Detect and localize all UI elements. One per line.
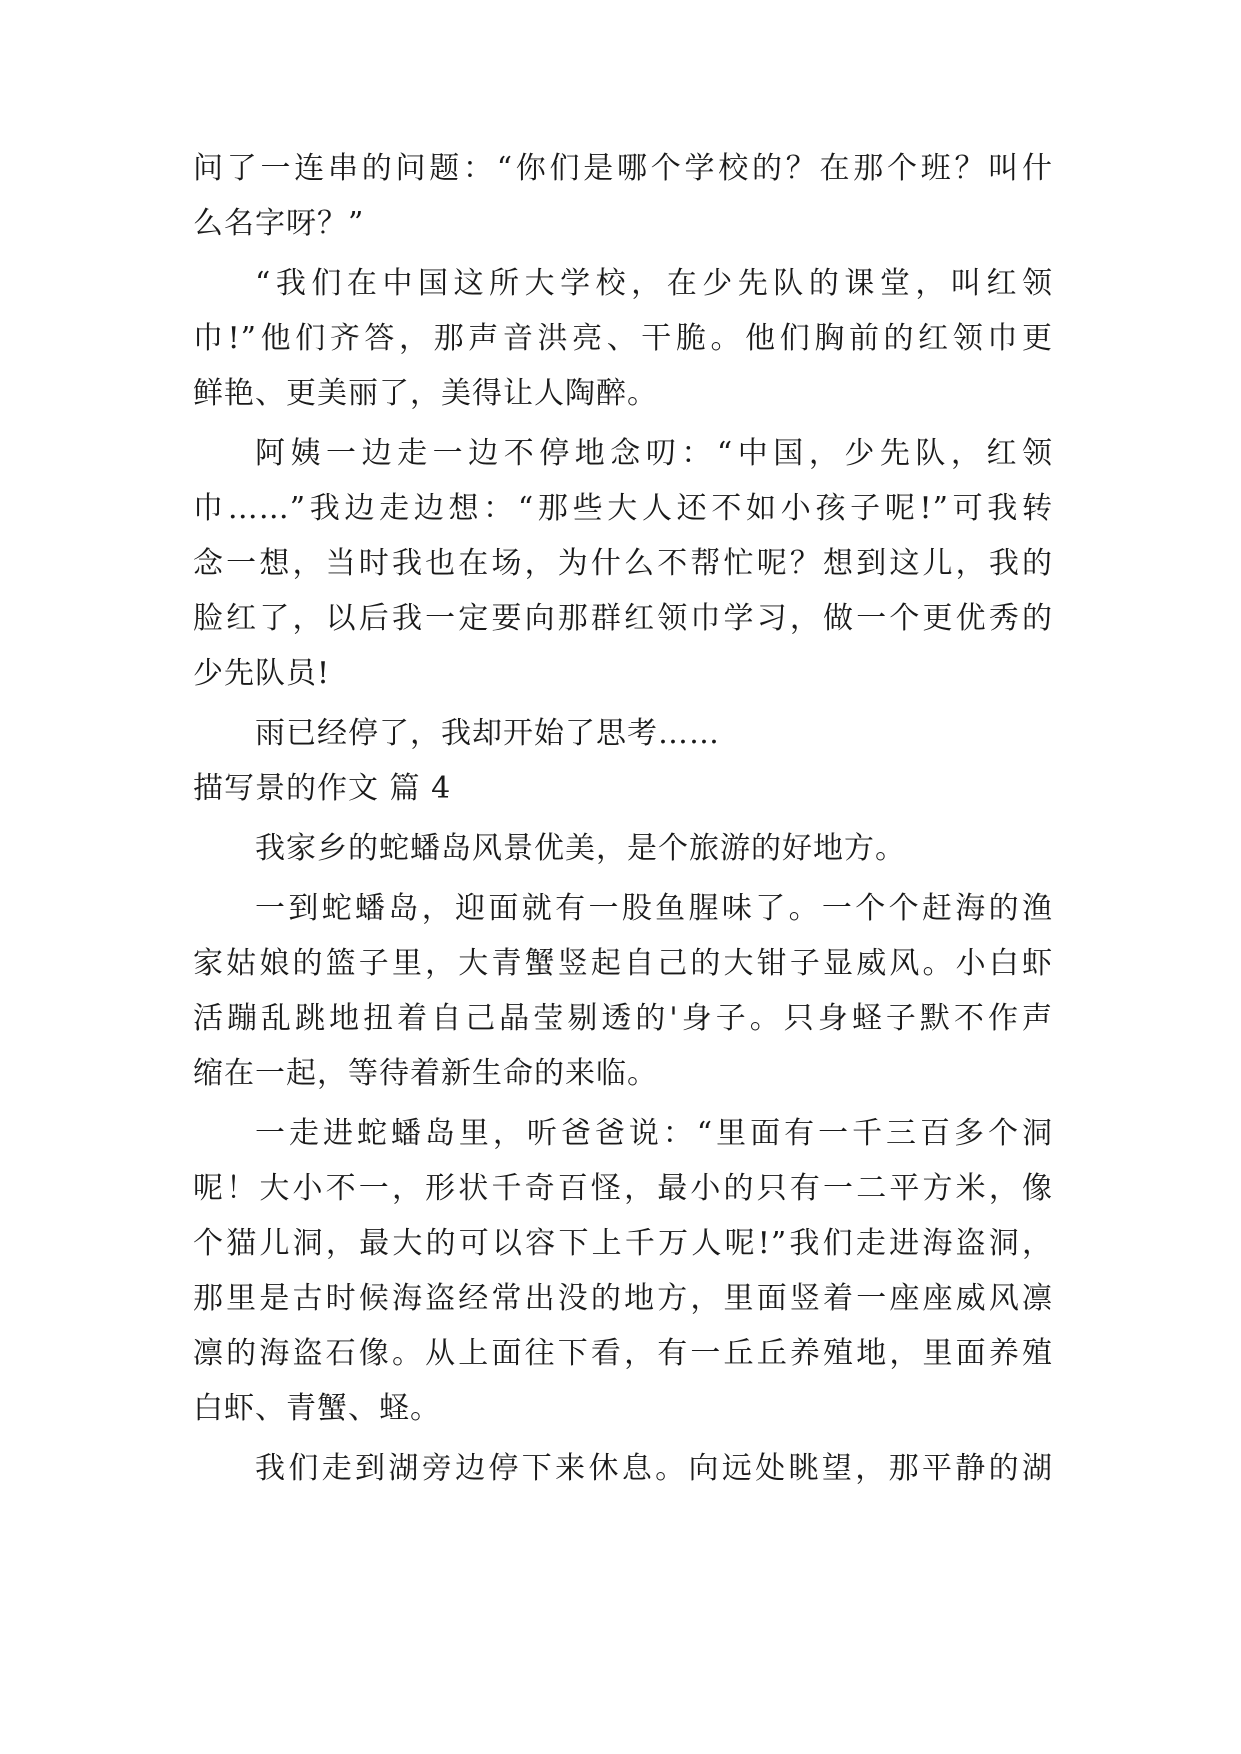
text-line: 问了一连串的问题：“你们是哪个学校的？在那个班？叫什	[193, 151, 1053, 186]
text-line: 凛的海盗石像。从上面往下看，有一丘丘养殖地，里面养殖	[193, 1336, 1053, 1371]
section-heading: 描写景的作文 篇 4	[193, 771, 452, 806]
text-line: 那里是古时候海盗经常出没的地方，里面竖着一座座威风凛	[193, 1281, 1053, 1316]
text-line: 鲜艳、更美丽了，美得让人陶醉。	[193, 376, 658, 411]
text-line: 念一想，当时我也在场，为什么不帮忙呢？想到这儿，我的	[193, 546, 1053, 581]
text-line: “我们在中国这所大学校，在少先队的课堂，叫红领	[255, 266, 1053, 301]
text-line: 一走进蛇蟠岛里，听爸爸说：“里面有一千三百多个洞	[255, 1116, 1053, 1151]
text-line: 少先队员!	[193, 656, 331, 691]
text-line: 巾!”他们齐答，那声音洪亮、干脆。他们胸前的红领巾更	[193, 321, 1053, 356]
text-line: 个猫儿洞，最大的可以容下上千万人呢!”我们走进海盗洞，	[193, 1226, 1053, 1261]
text-line: 白虾、青蟹、蛏。	[193, 1391, 441, 1426]
text-line: 缩在一起，等待着新生命的来临。	[193, 1056, 658, 1091]
text-line: 阿姨一边走一边不停地念叨：“中国，少先队，红领	[255, 436, 1053, 471]
text-line: 巾……”我边走边想：“那些大人还不如小孩子呢!”可我转	[193, 491, 1053, 526]
text-line: 脸红了，以后我一定要向那群红领巾学习，做一个更优秀的	[193, 601, 1053, 636]
text-line: 我家乡的蛇蟠岛风景优美，是个旅游的好地方。	[255, 831, 906, 866]
text-line: 么名字呀？”	[193, 206, 365, 241]
text-line: 雨已经停了，我却开始了思考……	[255, 716, 720, 751]
text-line: 家姑娘的篮子里，大青蟹竖起自己的大钳子显威风。小白虾	[193, 946, 1053, 981]
text-line: 一到蛇蟠岛，迎面就有一股鱼腥味了。一个个赶海的渔	[255, 891, 1053, 926]
text-line: 呢！大小不一，形状千奇百怪，最小的只有一二平方米，像	[193, 1171, 1053, 1206]
text-line: 活蹦乱跳地扭着自己晶莹剔透的'身子。只身蛏子默不作声	[193, 1001, 1053, 1036]
text-line: 我们走到湖旁边停下来休息。向远处眺望，那平静的湖	[255, 1451, 1053, 1486]
